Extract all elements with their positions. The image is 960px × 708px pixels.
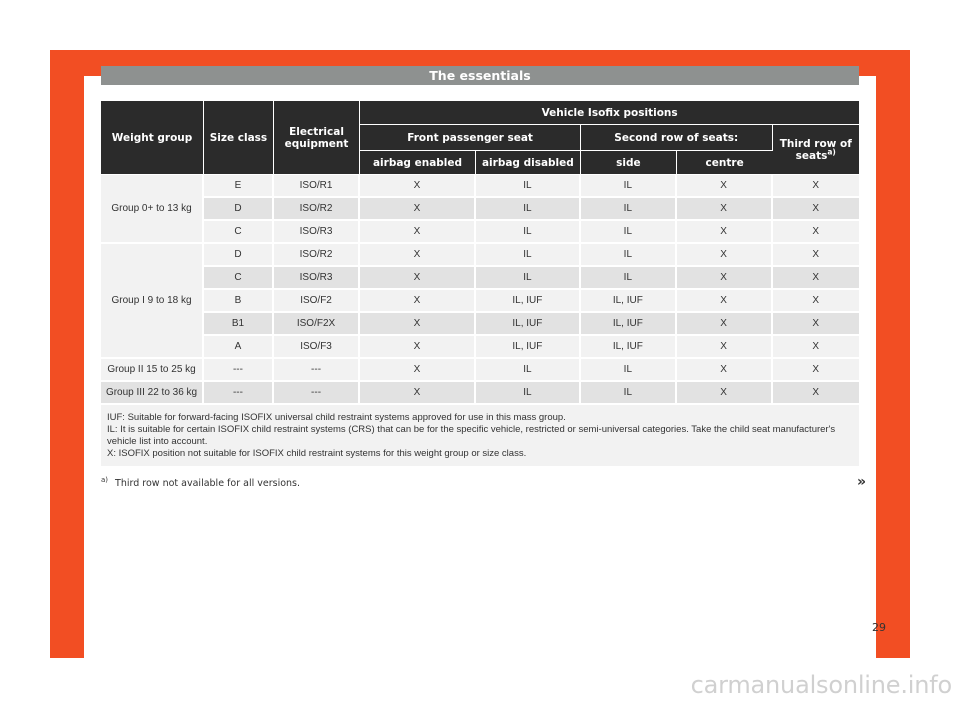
table-cell: IL [581,175,677,198]
header-third-row-label: Third row of seats [779,137,852,162]
table-cell: ISO/R3 [274,267,360,290]
table-cell: A [204,336,274,359]
table-cell: ISO/R3 [274,221,360,244]
header-vehicle-isofix-positions: Vehicle Isofix positions [360,101,859,125]
table-cell: X [773,290,859,313]
continue-arrow-icon: » [857,474,867,490]
note-x: X: ISOFIX position not suitable for ISOFIX child restraint systems for this weight group or size class. [107,448,527,459]
header-airbag-enabled: airbag enabled [360,151,476,175]
table-cell: X [677,382,773,405]
section-header: The essentials [101,66,859,85]
table-cell: X [360,382,476,405]
table-cell: IL [581,359,677,382]
table-cell: X [360,359,476,382]
table-row [101,313,859,336]
table-cell: --- [204,359,274,382]
table-cell: IL [476,175,581,198]
table-cell: X [360,198,476,221]
table-cell: X [677,198,773,221]
table-cell: X [360,175,476,198]
table-cell: --- [274,382,360,405]
table-cell: ISO/R1 [274,175,360,198]
table-cell: X [773,221,859,244]
table-cell: IL [581,382,677,405]
notes-row [101,405,859,468]
table-cell: X [773,336,859,359]
table-cell: IL [581,221,677,244]
header-third-row [773,125,859,175]
header-airbag-disabled: airbag disabled [476,151,581,175]
table-cell: B1 [204,313,274,336]
table-cell: IL, IUF [581,336,677,359]
table-cell: IL, IUF [476,336,581,359]
table-cell: IL, IUF [476,313,581,336]
table-cell: E [204,175,274,198]
table-cell: X [360,221,476,244]
weight-group-cell: Group II 15 to 25 kg [101,359,204,382]
table-cell: C [204,221,274,244]
table-cell: IL, IUF [581,290,677,313]
table-cell: X [773,198,859,221]
header-centre: centre [677,151,773,175]
weight-group-cell: Group 0+ to 13 kg [101,175,204,244]
table-cell: X [773,382,859,405]
table-cell: IL [476,267,581,290]
table-cell: X [360,267,476,290]
table-cell: ISO/F2X [274,313,360,336]
table-cell: X [677,244,773,267]
table-cell: ISO/R2 [274,244,360,267]
weight-group-cell: Group I 9 to 18 kg [101,244,204,359]
table-cell: X [360,244,476,267]
table-cell: IL [476,359,581,382]
table-cell: IL [476,382,581,405]
table-row [101,336,859,359]
table-cell: IL [581,244,677,267]
table-cell: B [204,290,274,313]
footnote [101,475,301,489]
table-cell: --- [274,359,360,382]
table-cell: IL [476,221,581,244]
isofix-table [101,101,859,468]
table-cell: X [677,336,773,359]
table-cell: X [677,359,773,382]
table-cell: ISO/F3 [274,336,360,359]
table-cell: X [360,313,476,336]
table-row [101,359,859,382]
table-cell: IL [581,198,677,221]
table-cell: X [360,336,476,359]
table-cell: X [773,359,859,382]
table-cell: D [204,244,274,267]
table-cell: X [773,267,859,290]
table-cell: X [773,244,859,267]
watermark: carmanualsonline.info [690,671,952,699]
table-cell: IL, IUF [581,313,677,336]
table-cell: X [773,175,859,198]
weight-group-cell: Group III 22 to 36 kg [101,382,204,405]
header-electrical-equipment: Electrical equipment [274,101,360,175]
note-il: IL: It is suitable for certain ISOFIX child restraint systems (CRS) that can be for the specific vehicle, restricted or semi-universal categories. Take the child seat manufacturer's vehicle list into account. [107,424,836,447]
page-number: 29 [872,621,886,634]
table-cell: X [677,267,773,290]
footnote-ref: a) [827,147,836,156]
table-cell: IL [476,198,581,221]
table-cell: ISO/F2 [274,290,360,313]
table-cell: IL, IUF [476,290,581,313]
table-cell: D [204,198,274,221]
table-cell: X [677,221,773,244]
table-row [101,175,859,198]
table-cell: IL [476,244,581,267]
header-second-row: Second row of seats: [581,125,773,151]
table-cell: ISO/R2 [274,198,360,221]
table-cell: C [204,267,274,290]
table-cell: X [677,313,773,336]
table-cell: X [360,290,476,313]
table-row [101,221,859,244]
note-iuf: IUF: Suitable for forward-facing ISOFIX universal child restraint systems approved for use in this mass group. [107,412,566,423]
table-cell: X [677,175,773,198]
footnote-marker: a) [101,475,109,484]
header-size-class: Size class [204,101,274,175]
table-notes [101,405,859,468]
table-cell: X [677,290,773,313]
table-row [101,290,859,313]
table-row [101,382,859,405]
table-cell: X [773,313,859,336]
header-side: side [581,151,677,175]
table-cell: IL [581,267,677,290]
header-front-passenger-seat: Front passenger seat [360,125,581,151]
table-row [101,244,859,267]
footnote-text: Third row not available for all versions. [115,478,301,489]
table-cell: --- [204,382,274,405]
table-row [101,198,859,221]
header-weight-group: Weight group [101,101,204,175]
table-row [101,267,859,290]
